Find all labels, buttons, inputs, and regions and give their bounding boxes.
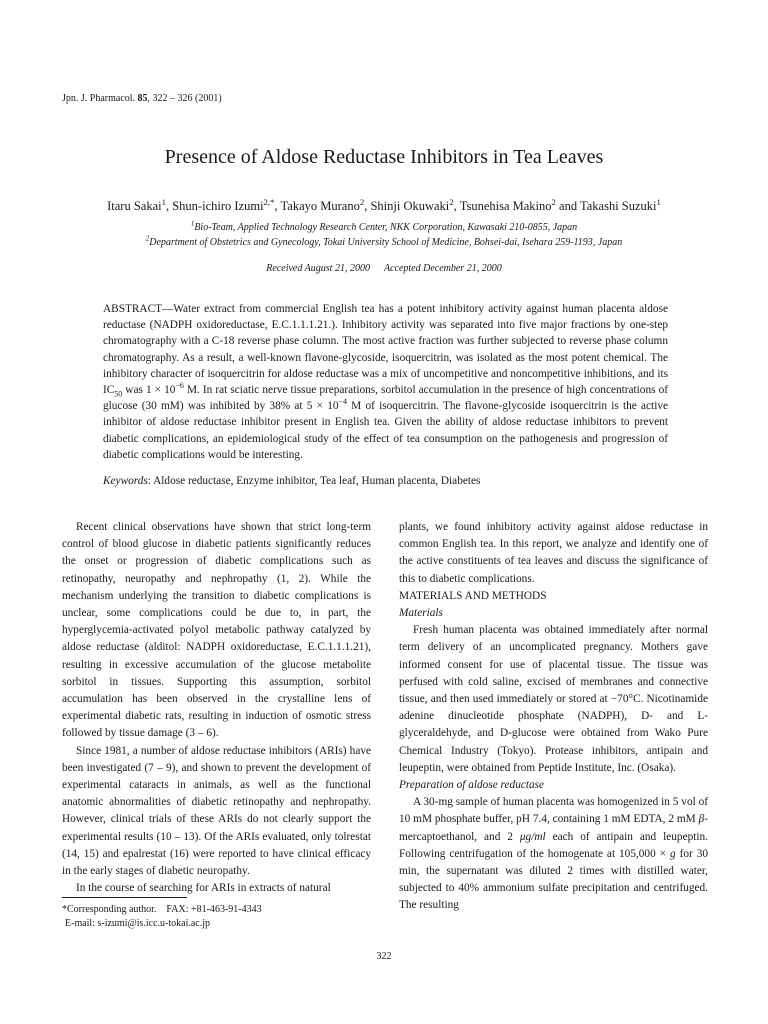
affiliation-mark: 1 — [190, 219, 195, 228]
journal-citation — [62, 93, 222, 104]
corresponding-author: *Corresponding author. FAX: +81-463-91-4343 — [62, 904, 262, 915]
author-affiliation-mark: 2,* — [263, 196, 275, 207]
abstract — [103, 301, 668, 463]
subsection-heading: Preparation of aldose reductase — [399, 779, 545, 792]
affiliation-text: Department of Obstetrics and Gynecology, Tokai University School of Medicine, Bohsei-dai, Isehara 259-1193, Japan — [149, 237, 623, 248]
text-run: D — [500, 727, 509, 740]
subsection-heading: Materials — [399, 607, 443, 620]
body-paragraph: Since 1981, a number of aldose reductase inhibitors (ARIs) have been investigated (7 – 9), and shown to prevent the development of experimental cataracts in animals, as well as the functional anatomic abnormalities of diabetic retinopathy and nephropathy. However, clinical trials of these ARIs do not clearly support the experimental results (10 – 13). Of the ARIs evaluated, only tolrestat (14, 15) and epalrestat (16) were reported to have clinical efficacy in the early stages of diabetic neuropathy. — [62, 744, 371, 878]
journal-pages: , 322 – 326 (2001) — [147, 93, 222, 104]
received-dates — [0, 263, 768, 274]
author-affiliation-mark: 2 — [449, 196, 454, 207]
text-run: -mercaptoethanol, and 2 — [399, 813, 708, 843]
author-affiliation-mark: 2 — [551, 196, 556, 207]
body-paragraph — [399, 622, 708, 777]
abstract-text: M. In rat sciatic nerve tissue preparations, sorbitol accumulation in the presence of high concentrations of glucose (30 mM) was inhibited by 38% at 5 × 10 — [103, 384, 668, 413]
keywords — [103, 475, 668, 487]
exponent: −4 — [338, 397, 347, 407]
exponent: −6 — [175, 381, 184, 391]
text-run: D — [641, 710, 650, 723]
left-column — [62, 519, 371, 897]
author-name: Takashi Suzuki — [579, 199, 657, 213]
page-number: 322 — [376, 951, 392, 962]
author-name: Itaru Sakai — [107, 199, 162, 213]
text-run: β — [698, 813, 705, 826]
keywords-label: Keywords — [103, 475, 148, 487]
journal-name: Jpn. J. Pharmacol. — [62, 93, 136, 104]
paper-title: Presence of Aldose Reductase Inhibitors in Tea Leaves — [164, 146, 604, 168]
right-column — [399, 519, 708, 915]
journal-volume: 85 — [137, 93, 148, 104]
footnote — [62, 903, 262, 931]
body-paragraph: Recent clinical observations have shown that strict long-term control of blood glucose in diabetic patients significantly reduces the onset or progression of diabetic complications such as retinopathy, neuropathy and nephropathy (1, 2). While the mechanism underlying the transition to diabetic complications is unclear, some complications could be due to, in part, the hyperglycemia-activated polyol metabolic pathway catalyzed by aldose reductase (alditol: NADPH oxidoreductase, E.C.1.1.1.21), resulting in excessive accumulation of the glucose metabolite sorbitol in tissues. Supporting this assumption, sorbitol accumulation has been observed in the crystalline lens of experimental diabetic rats, resulting in induction of osmotic stress followed by tissue damage (3 – 6). — [62, 521, 371, 740]
accepted-date: Accepted December 21, 2000 — [383, 263, 502, 274]
author-name: Takayo Murano — [280, 199, 360, 213]
author-name: Shun-ichiro Izumi — [172, 199, 264, 213]
abstract-text: was 1 × 10 — [122, 384, 176, 397]
text-run: Fresh human placenta was obtained immediately after normal term delivery of an uncomplicated pregnancy. Mothers gave informed consent for use of placental tissue. The tissue was perfused with cold saline, excised of membranes and connective tissue, and then used immediately or stored at −70°C. Nicotinamide adenine dinucleotide phosphate (NADPH), — [399, 624, 708, 723]
author-affiliation-mark: 1 — [656, 196, 661, 207]
keywords-text: : Aldose reductase, Enzyme inhibitor, Tea leaf, Human placenta, Diabetes — [147, 475, 481, 487]
section-heading: MATERIALS AND METHODS — [399, 589, 547, 602]
affiliation-mark: 2 — [145, 234, 150, 243]
text-run: each of antipain and leupeptin. Following centrifugation of the homogenate at 105,000 × — [399, 830, 708, 860]
affiliation-1 — [0, 219, 768, 233]
ic50-subscript: 50 — [114, 389, 123, 399]
received-date: Received August 21, 2000 — [266, 263, 370, 274]
text-run: L — [697, 710, 705, 723]
body-paragraph — [399, 794, 708, 914]
text-run: - and — [649, 710, 698, 723]
text-run: g — [669, 847, 676, 860]
text-run: -glucose were obtained from Wako Pure Chemical Industry (Tokyo). Protease inhibitors, antipain and leupeptin, were obtained from Peptide Institute, Inc. (Osaka). — [399, 727, 708, 774]
text-run: μg/ml — [519, 830, 546, 843]
affiliation-text: Bio-Team, Applied Technology Research Center, NKK Corporation, Kawasaki 210-0855, Japan — [194, 222, 578, 233]
author-affiliation-mark: 2 — [359, 196, 365, 207]
author-name: Shinji Okuwaki — [370, 199, 450, 213]
footnote-divider — [62, 897, 187, 898]
text-run: for 30 min, the supernatant was diluted 2 times with distilled water, subjected to 40% ammonium sulfate precipitation and centrifuged. The resulting — [399, 847, 708, 912]
author-affiliation-mark: 1 — [161, 196, 166, 207]
body-paragraph: plants, we found inhibitory activity against aldose reductase in common English tea. In this report, we analyze and identify one of the active constituents of tea leaves and discuss the significance of this to diabetic complications. — [399, 521, 708, 585]
abstract-text: M of isoquercitrin. The flavone-glycoside isoquercitrin is the active inhibitor of aldose reductase inhibitor present in English tea. Given the ability of aldose reductase inhibitors to prevent diabetic complications, an epidemiological study of the effect of tea consumption on the pathogenesis and progression of diabetic complications would be interesting. — [103, 400, 668, 461]
author-name: Tsunehisa Makino — [459, 199, 552, 213]
author-email: E-mail: s-izumi@is.icc.u-tokai.ac.jp — [65, 918, 210, 929]
abstract-text: ABSTRACT—Water extract from commercial English tea has a potent inhibitory activity against human placenta aldose reductase (NADPH oxidoreductase, E.C.1.1.1.21.). Inhibitory activity was separated into five major fractions by one-step chromatography with a C-18 reverse phase column. The most active fraction was further subjected to reverse phase column chromatography. As a result, a well-known flavone-glycoside, isoquercitrin, was isolated as the most potent chemical. The inhibitory character of isoquercitrin for aldose reductase was a mix of uncompetitive and noncompetitive inhibitions, and its IC — [103, 303, 668, 397]
text-run: A 30-mg sample of human placenta was homogenized in 5 vol of 10 mM phosphate buffer, pH 7.4, containing 1 mM EDTA, 2 mM — [399, 796, 708, 826]
body-paragraph: In the course of searching for ARIs in extracts of natural — [76, 882, 331, 895]
author-list: Itaru Sakai$^1$, Shun-ichiro Izumi$^{2,*}$, Takayo Murano$^2$, Shinji Okuwaki$^2$, Tsunehisa Makino$^2$ and Takashi Suzuki$^1$ — [107, 196, 661, 213]
text-run: -glyceraldehyde, and — [399, 710, 708, 740]
affiliation-2 — [0, 234, 768, 248]
